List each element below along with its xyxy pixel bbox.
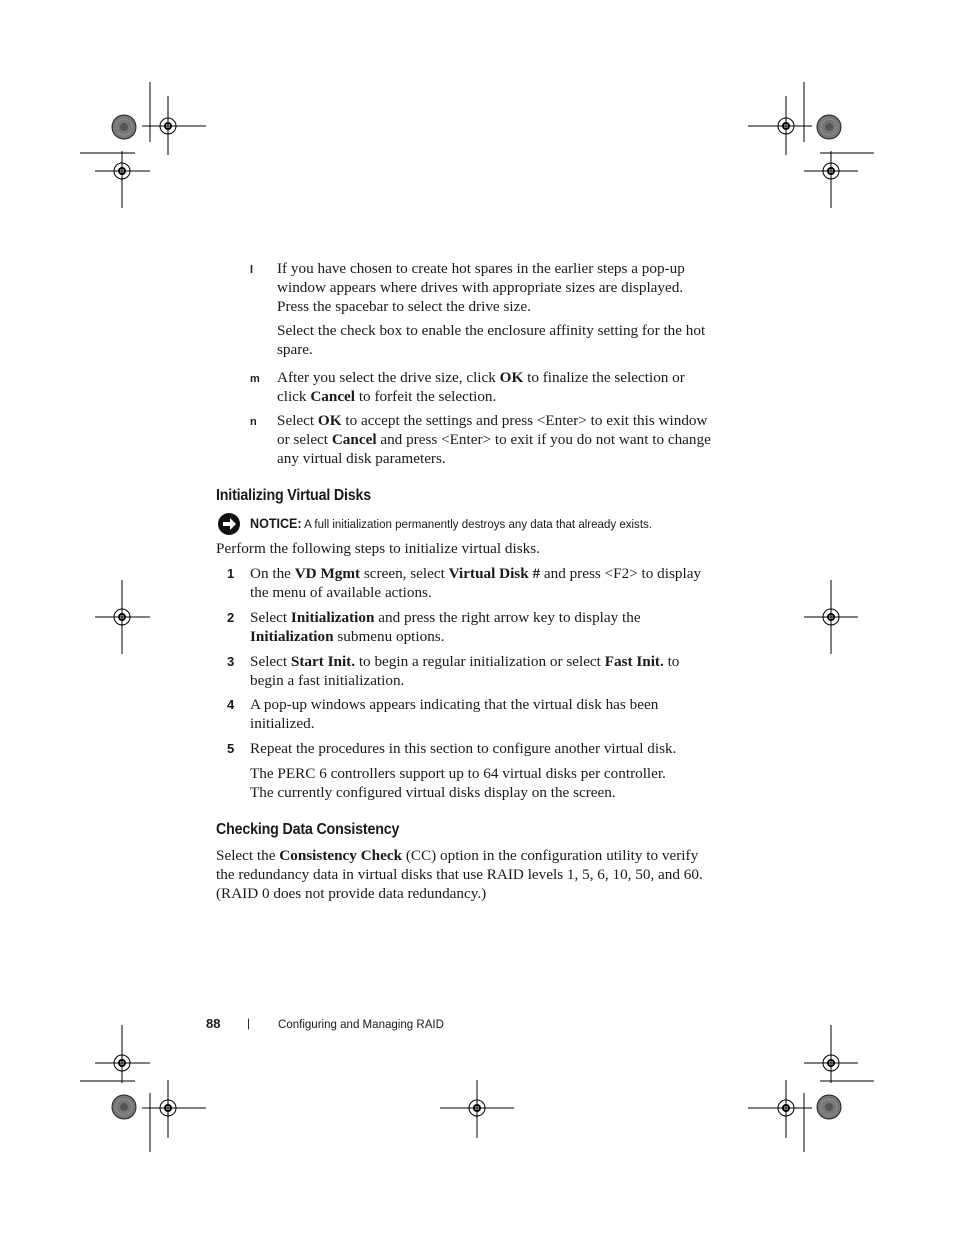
footer-separator: | bbox=[247, 1016, 251, 1030]
body-paragraph: Select the Consistency Check (CC) option in the configuration utility to verify the redundancy data in virtual disks that use RAID levels 1, 5, 6, 10, 50, and 60. (RAID 0 does not provide data redundancy.) bbox=[216, 847, 703, 902]
notice bbox=[250, 516, 652, 531]
chapter-title: Configuring and Managing RAID bbox=[278, 1017, 444, 1031]
step-number: 2 bbox=[227, 610, 235, 625]
step-text: After you select the drive size, click OK to finalize the selection or click Cancel to forfeit the selection. bbox=[277, 369, 685, 405]
notice-arrow-icon bbox=[217, 512, 241, 536]
step-text: A pop-up windows appears indicating that the virtual disk has been initialized. bbox=[250, 696, 659, 732]
section-heading: Checking Data Consistency bbox=[216, 821, 400, 838]
step-marker: n bbox=[250, 416, 257, 428]
step-text: On the VD Mgmt screen, select Virtual Disk # and press <F2> to display the menu of available actions. bbox=[250, 565, 702, 601]
step-marker: l bbox=[250, 264, 254, 276]
section-heading: Initializing Virtual Disks bbox=[216, 487, 372, 504]
step-text: Repeat the procedures in this section to configure another virtual disk. bbox=[250, 740, 677, 757]
step-marker: m bbox=[250, 373, 260, 385]
step-text: Select OK to accept the settings and press <Enter> to exit this window or select Cancel and press <Enter> to exit if you do not want to change any virtual disk parameters. bbox=[277, 412, 711, 467]
step-number: 4 bbox=[227, 697, 235, 712]
starburst-icon bbox=[112, 115, 136, 139]
step-number: 1 bbox=[227, 566, 235, 581]
step-text: Select the check box to enable the enclosure affinity setting for the hot spare. bbox=[277, 322, 706, 358]
step-text: Select Initialization and press the right arrow key to display the Initialization submenu options. bbox=[250, 609, 641, 645]
step-text: If you have chosen to create hot spares in the earlier steps a pop-up window appears where drives with appropriate sizes are displayed. Press the spacebar to select the drive size. bbox=[277, 260, 685, 315]
notice-text: A full initialization permanently destroys any data that already exists. bbox=[301, 517, 652, 531]
step-text: Select Start Init. to begin a regular initialization or select Fast Init. to begin a fast initialization. bbox=[250, 653, 680, 689]
intro-paragraph: Perform the following steps to initialize virtual disks. bbox=[216, 540, 540, 557]
step-number: 5 bbox=[227, 741, 235, 756]
page-number: 88 bbox=[206, 1016, 221, 1031]
notice-label: NOTICE: bbox=[250, 516, 302, 531]
note-paragraph: The PERC 6 controllers support up to 64 virtual disks per controller. The currently configured virtual disks display on the screen. bbox=[250, 765, 666, 801]
step-number: 3 bbox=[227, 654, 235, 669]
